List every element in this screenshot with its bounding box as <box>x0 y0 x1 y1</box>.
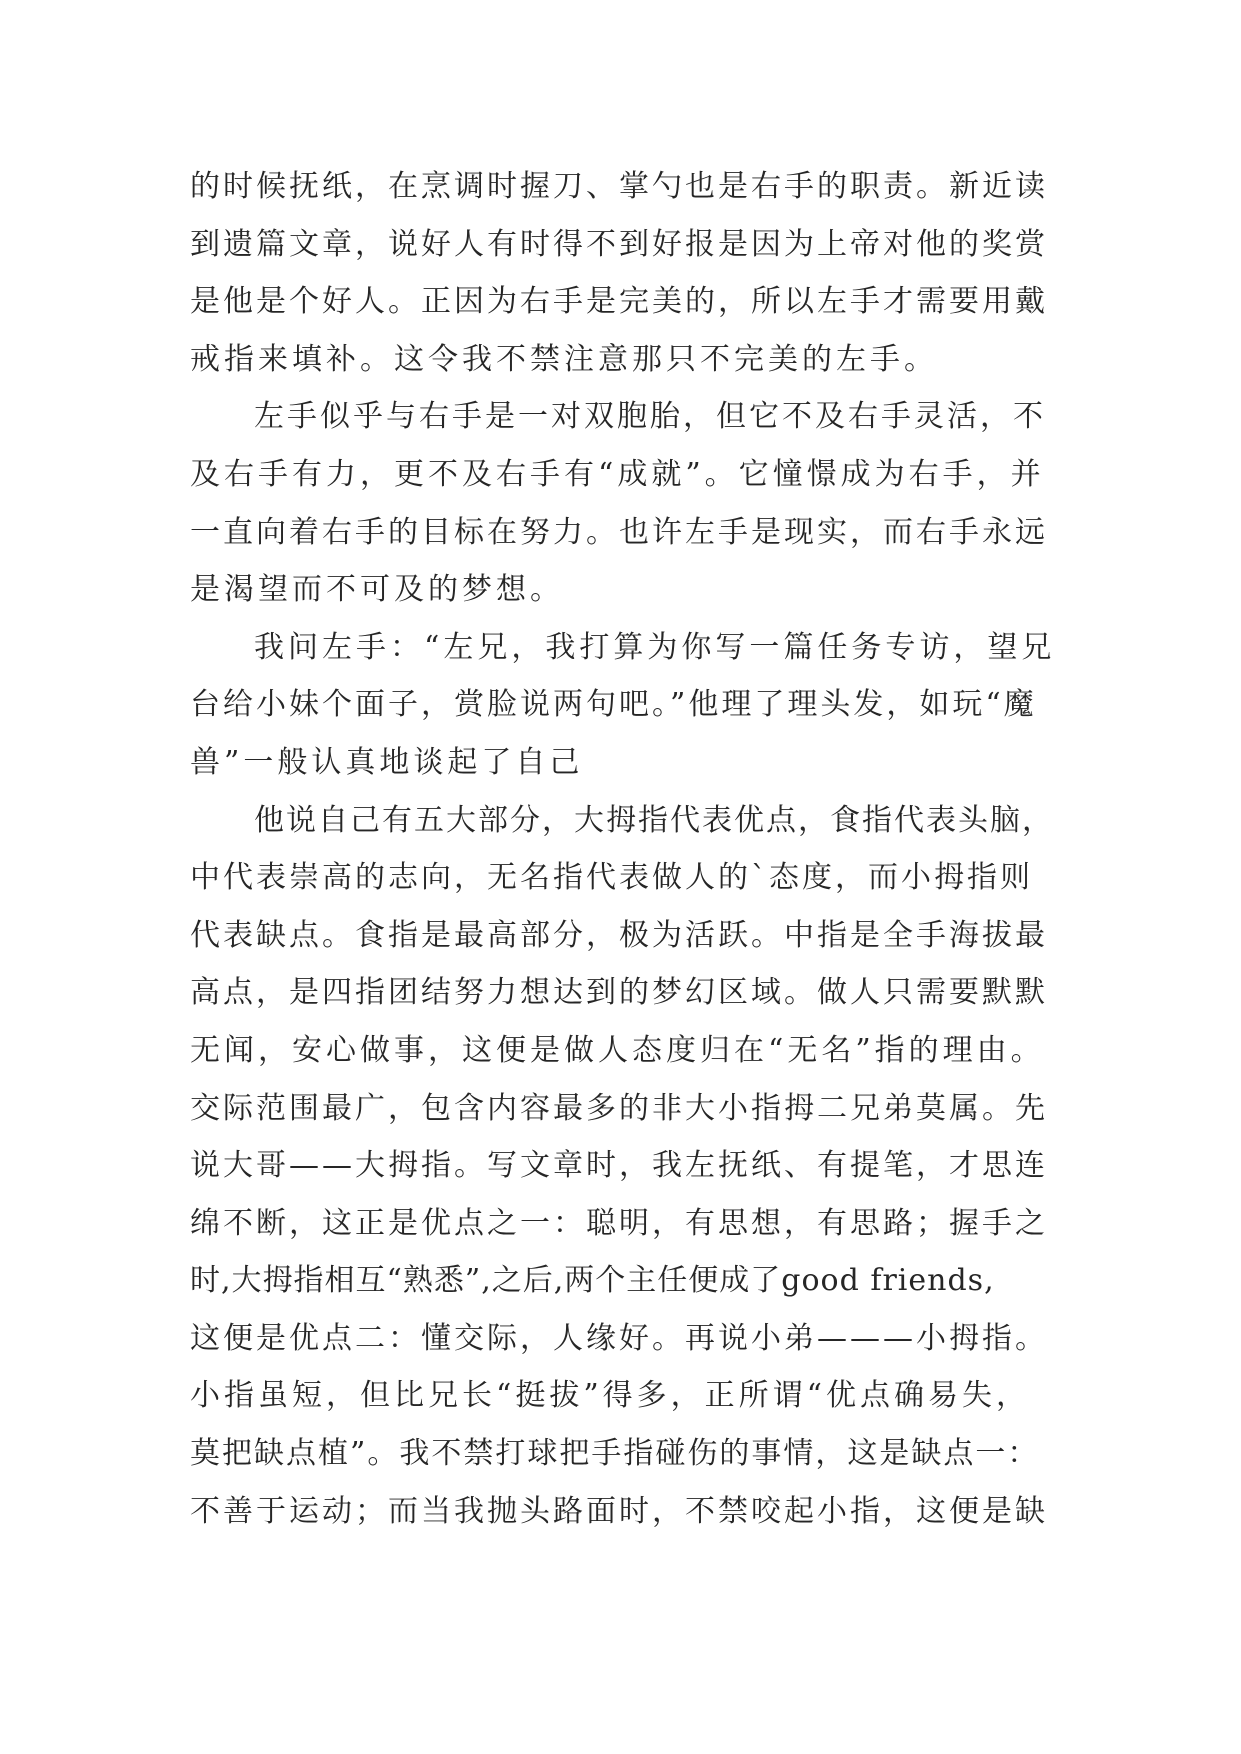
article-body <box>190 158 1056 1540</box>
text-line: 高点，是四指团结努力想达到的梦幻区域。做人只需要默默 <box>190 975 1048 1011</box>
text-line: 时,大拇指相互“熟悉”,之后,两个主任便成了good friends, <box>190 1263 995 1299</box>
text-line: 是他是个好人。正因为右手是完美的，所以左手才需要用戴 <box>190 284 1048 320</box>
text-line: 交际范围最广，包含内容最多的非大小指拇二兄弟莫属。先 <box>190 1090 1048 1126</box>
text-line: 这便是优点二：懂交际，人缘好。再说小弟———小拇指。 <box>190 1320 1048 1356</box>
text-line: 绵不断，这正是优点之一：聪明，有思想，有思路；握手之 <box>190 1205 1048 1241</box>
text-line: 莫把缺点植”。我不禁打球把手指碰伤的事情，这是缺点一： <box>190 1436 1040 1472</box>
text-line: 说大哥——大拇指。写文章时，我左抚纸、有提笔，才思连 <box>190 1148 1048 1184</box>
text-line: 的时候抚纸，在烹调时握刀、掌勺也是右手的职责。新近读 <box>190 169 1048 204</box>
paragraph-first-line: 左手似乎与右手是一对双胞胎，但它不及右手灵活，不 <box>254 399 1046 435</box>
text-line: 及右手有力，更不及右手有“成就”。它憧憬成为右手，并 <box>190 456 1045 492</box>
text-line: 代表缺点。食指是最高部分，极为活跃。中指是全手海拔最 <box>190 917 1048 953</box>
paragraph-first-line: 我问左手：“左兄，我打算为你写一篇任务专访，望兄 <box>254 629 1056 665</box>
text-line: 小指虽短，但比兄长“挺拔”得多，正所谓“优点确易失， <box>190 1378 1031 1414</box>
text-line: 是渴望而不可及的梦想。 <box>190 572 564 608</box>
text-line: 兽”一般认真地谈起了自己 <box>190 744 584 780</box>
text-line: 台给小妹个面子，赏脸说两句吧。”他理了理头发，如玩“魔 <box>190 687 1037 723</box>
text-line: 不善于运动；而当我抛头路面时，不禁咬起小指，这便是缺 <box>190 1493 1048 1529</box>
paragraph-first-line: 他说自己有五大部分，大拇指代表优点，食指代表头脑， <box>254 802 1054 838</box>
text-line: 到遗篇文章，说好人有时得不到好报是因为上帝对他的奖赏 <box>190 226 1048 262</box>
text-line: 无闻，安心做事，这便是做人态度归在“无名”指的理由。 <box>190 1032 1045 1068</box>
text-line: 戒指来填补。这令我不禁注意那只不完美的左手。 <box>190 341 938 377</box>
text-line: 中代表崇高的志向，无名指代表做人的`态度，而小拇指则 <box>190 860 1033 896</box>
text-line: 一直向着右手的目标在努力。也许左手是现实，而右手永远 <box>190 514 1048 550</box>
